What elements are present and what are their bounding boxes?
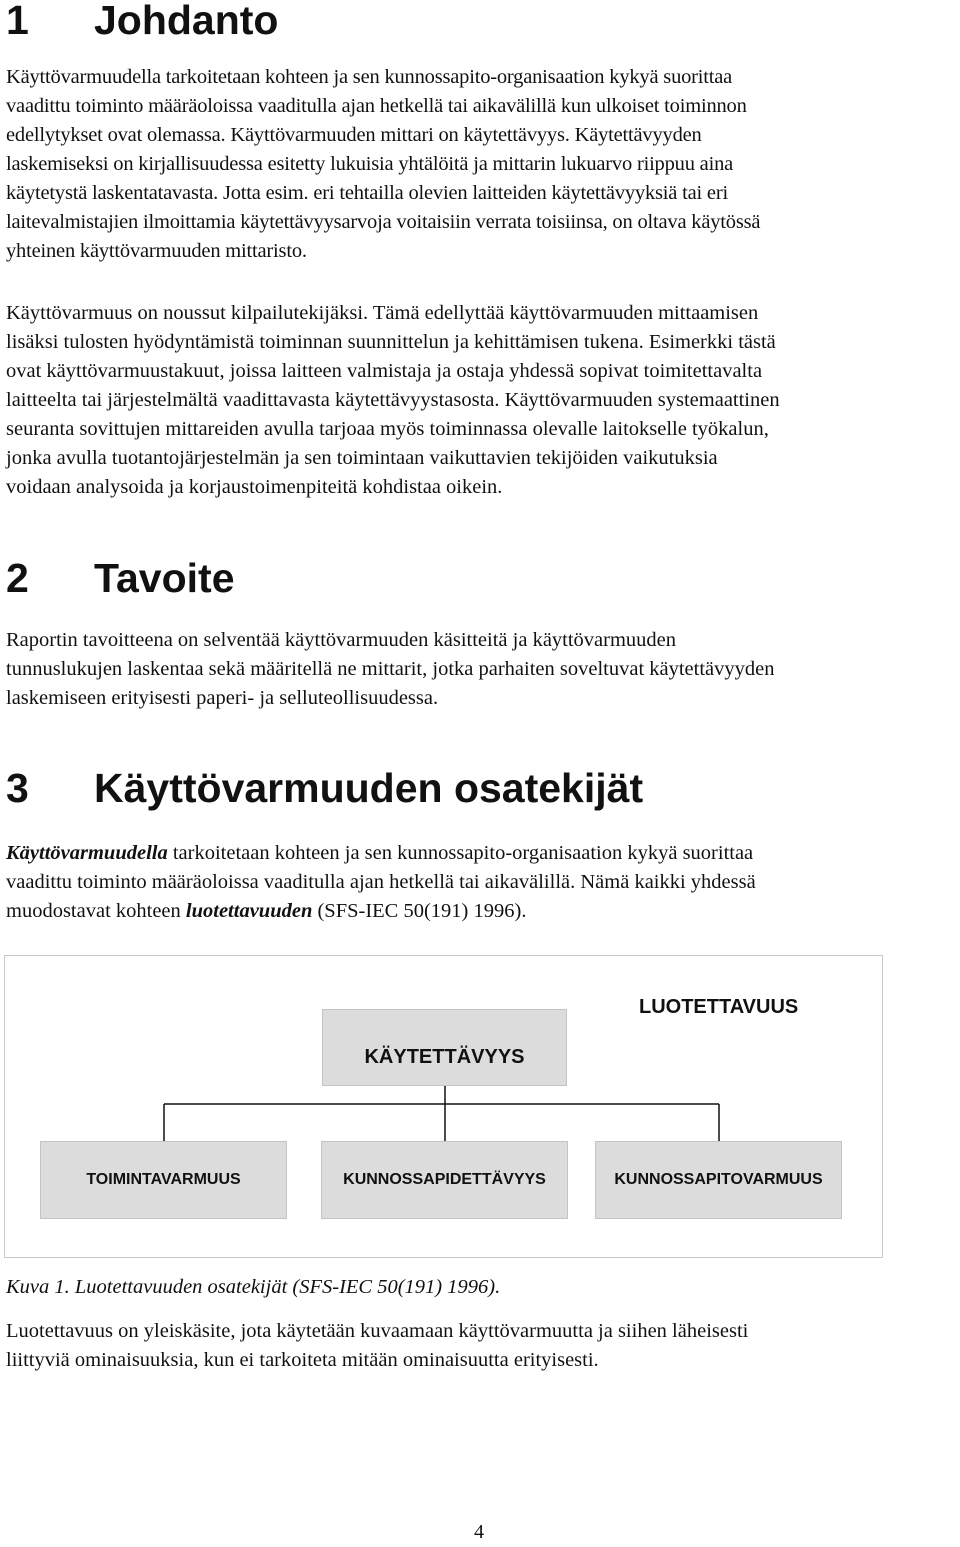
section-number: 1 — [6, 0, 29, 43]
text-line: laskemiseen erityisesti paperi- ja selluteollisuudessa. — [6, 687, 439, 709]
kunnossapitovarmuus-box: KUNNOSSAPITOVARMUUS — [595, 1141, 842, 1219]
figure-caption: Kuva 1. Luotettavuuden osatekijät (SFS-IEC 50(191) 1996). — [6, 1276, 501, 1298]
text-line: Luotettavuus on yleiskäsite, jota käytetään kuvaamaan käyttövarmuutta ja siihen läheisesti — [6, 1320, 749, 1342]
text-line: tunnuslukujen laskentaa sekä määritellä ne mittarit, jotka parhaiten soveltuvat käytettävyyden — [6, 658, 775, 680]
term-kayttovarmuudella: Käyttövarmuudella — [6, 842, 168, 864]
text-line: laitevalmistajien ilmoittamia käytettävyysarvoja voitaisiin verrata toisiinsa, on oltava käytössä — [6, 211, 761, 233]
toimintavarmuus-box: TOIMINTAVARMUUS — [40, 1141, 287, 1219]
kaytettavyys-box: KÄYTETTÄVYYS — [322, 1009, 567, 1086]
text-line: lisäksi tulosten hyödyntämistä toiminnan suunnittelun ja kehittämisen tukena. Esimerkki tästä — [6, 331, 776, 353]
reliability-diagram — [4, 955, 883, 1258]
text-line — [6, 897, 958, 926]
section-title: Johdanto — [94, 0, 279, 43]
page-number: 4 — [474, 1521, 484, 1543]
text-line: laitteelta tai järjestelmältä vaadittavasta käytettävyystasosta. Käyttövarmuuden systemaattinen — [6, 389, 780, 411]
luotettavuus-label: LUOTETTAVUUS — [639, 996, 799, 1018]
section-3-heading — [6, 766, 643, 810]
section-1-paragraph-2 — [6, 299, 958, 502]
section-3-paragraph-1 — [6, 839, 958, 926]
text-line: laskemiseksi on kirjallisuudessa esitetty lukuisia yhtälöitä ja mittarin lukuarvo riippuu aina — [6, 153, 734, 175]
text-line: käytetystä laskentatavasta. Jotta esim. eri tehtailla olevien laitteiden käytettävyyksiä tai eri — [6, 182, 728, 204]
text-line: vaadittu toiminto määräoloissa vaaditulla ajan hetkellä tai aikavälillä. Nämä kaikki yhdessä — [6, 871, 756, 893]
section-number: 3 — [6, 765, 29, 811]
section-2-heading — [6, 556, 235, 600]
text-line: Käyttövarmuus on noussut kilpailutekijäksi. Tämä edellyttää käyttövarmuuden mittaamisen — [6, 302, 759, 324]
section-title: Käyttövarmuuden osatekijät — [94, 765, 644, 811]
text-line: Käyttövarmuudella tarkoitetaan kohteen ja sen kunnossapito-organisaation kykyä suorittaa — [6, 66, 733, 88]
section-3-paragraph-2 — [6, 1317, 958, 1375]
text-line: Raportin tavoitteena on selventää käyttövarmuuden käsitteitä ja käyttövarmuuden — [6, 629, 677, 651]
text-line: yhteinen käyttövarmuuden mittaristo. — [6, 240, 307, 262]
text-line — [6, 839, 958, 868]
section-1-paragraph-1 — [6, 63, 958, 266]
section-title: Tavoite — [94, 555, 235, 601]
text-span: (SFS-IEC 50(191) 1996). — [312, 900, 527, 922]
text-span: muodostavat kohteen — [6, 900, 186, 922]
section-2-paragraph-1 — [6, 626, 958, 713]
section-1-heading — [6, 0, 278, 42]
text-line: liittyviä ominaisuuksia, kun ei tarkoiteta mitään ominaisuutta erityisesti. — [6, 1349, 599, 1371]
text-line: edellytykset ovat olemassa. Käyttövarmuuden mittari on käytettävyys. Käytettävyyden — [6, 124, 702, 146]
text-line: voidaan analysoida ja korjaustoimenpiteitä kohdistaa oikein. — [6, 476, 503, 498]
kunnossapidettavyys-box: KUNNOSSAPIDETTÄVYYS — [321, 1141, 568, 1219]
text-span: tarkoitetaan kohteen ja sen kunnossapito-organisaation kykyä suorittaa — [167, 842, 754, 864]
text-line: jonka avulla tuotantojärjestelmän ja sen toimintaan vaikuttavien tekijöiden vaikutuksia — [6, 447, 718, 469]
term-luotettavuuden: luotettavuuden — [185, 900, 313, 922]
text-line: seuranta sovittujen mittareiden avulla tarjoaa myös toiminnassa olevalle laitokselle työkalun, — [6, 418, 769, 440]
text-line: vaadittu toiminto määräoloissa vaaditulla ajan hetkellä tai aikavälillä kun ulkoiset toiminnon — [6, 95, 747, 117]
text-line: ovat käyttövarmuustakuut, joissa laitteen valmistaja ja ostaja yhdessä sopivat toimitettavalta — [6, 360, 763, 382]
section-number: 2 — [6, 555, 29, 601]
